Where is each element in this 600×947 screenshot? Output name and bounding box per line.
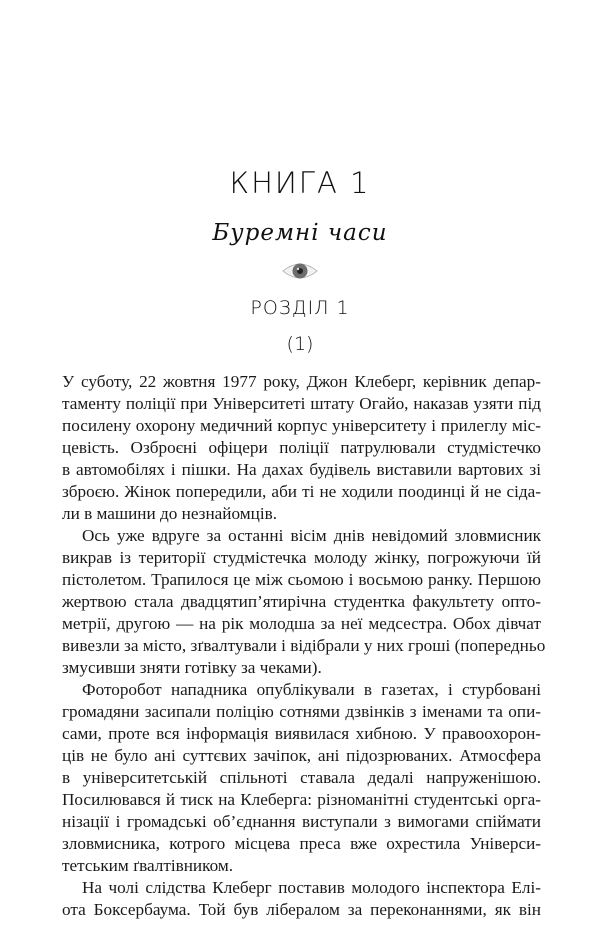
text-line: На чолі слідства Клеберг поставив молодого інспектора Елі- (82, 878, 541, 897)
text-line: У суботу, 22 жовтня 1977 року, Джон Клеберг, керівник депар- (62, 372, 541, 391)
text-line: ота Боксербаума. Той був лібералом за переконаннями, як він (62, 900, 541, 919)
text-line: ли в машини до незнайомців. (62, 504, 278, 523)
book-title: КНИГА 1 (229, 166, 371, 200)
text-line: таменту поліції при Університеті штату Огайо, наказав узяти під (62, 394, 541, 413)
text-line: зброєю. Жінок попередили, аби ті не ходили поодинці й не сіда- (62, 482, 541, 501)
text-line: посилену охорону медичний корпус університету і прилеглу міс- (62, 416, 541, 435)
text-line: громадяни засипали поліцію сотнями дзвінків з іменами та опи- (62, 702, 541, 721)
text-line: в автомобілях і пішки. На дахах будівель виставили вартових зі (62, 460, 541, 479)
section-number: (1) (286, 333, 314, 355)
chapter-heading: РОЗДІЛ 1 (250, 297, 350, 319)
text-line: метрії, другою — на рік молодша за неї медсестра. Обох дівчат (62, 614, 541, 633)
book-subtitle: Буремні часи (212, 220, 388, 246)
text-line: Ось уже вдруге за останні вісім днів невідомий зловмисник (82, 526, 541, 545)
text-line: сами, проте вся інформація виявилася хибною. У правоохорон- (62, 724, 541, 743)
body-text (62, 371, 546, 921)
text-line: Посилювався й тиск на Клеберга: різноманітні студентські орга- (62, 790, 541, 809)
text-line: в університетській спільноті ставала дедалі напруженішою. (62, 768, 541, 787)
text-line: цевість. Озброєні офіцери поліції патрулювали студмістечко (62, 438, 541, 457)
eye-icon (282, 261, 318, 281)
text-line: ців не було ані суттєвих зачіпок, ані підозрюваних. Атмосфера (62, 746, 541, 765)
text-line: нізації і громадські об’єднання виступали з вимогами спіймати (62, 812, 541, 831)
text-line: викрав із території студмістечка молоду жінку, погрожуючи їй (62, 548, 541, 567)
text-line: жертвою стала двадцятип’ятирічна студентка факультету опто- (62, 592, 541, 611)
text-line: Фоторобот нападника опублікували в газетах, і стурбовані (82, 680, 541, 699)
text-line: змусивши зняти готівку за чеками). (62, 658, 322, 677)
text-line: пістолетом. Трапилося це між сьомою і восьмою ранку. Першою (62, 570, 541, 589)
text-line: вивезли за місто, зґвалтували і відібрали у них гроші (попередньо (62, 636, 546, 655)
text-line: тетським ґвалтівником. (62, 856, 234, 875)
text-line: зловмисника, котрого місцева преса вже охрестила Універси- (62, 834, 541, 853)
